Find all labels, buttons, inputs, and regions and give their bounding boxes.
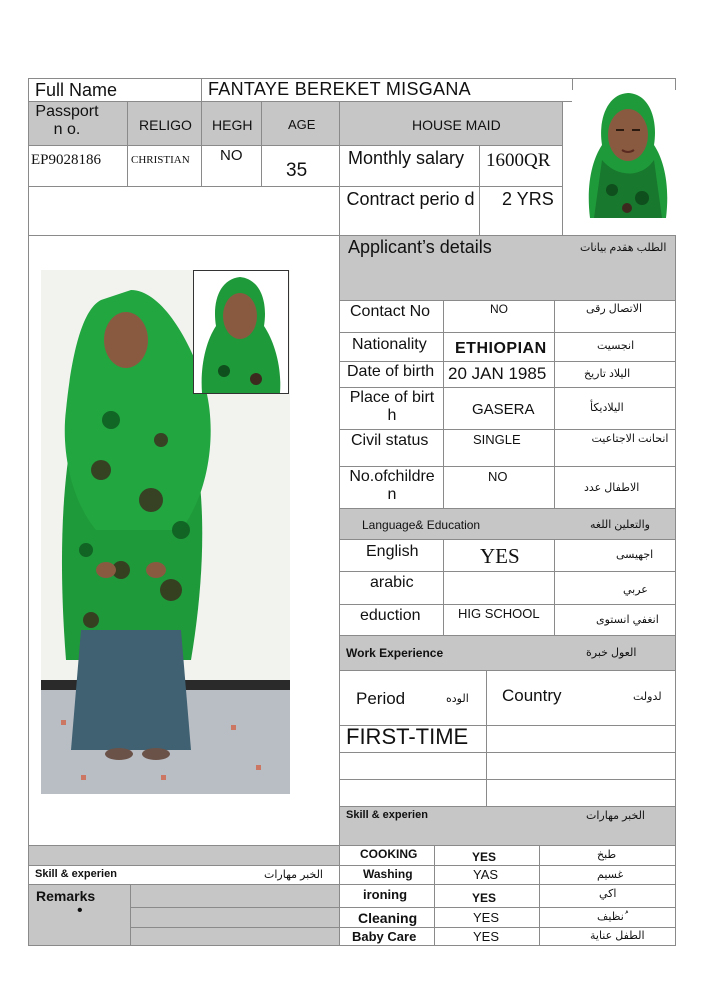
skill-cooking-ar: طبخ [597,849,617,861]
passport-style-photo [193,270,289,394]
skill-babycare-value: YES [473,929,500,944]
applicant-details-title-ar: الطلب هقدم بيانات [580,242,667,254]
skill-ironing-value: YES [472,891,497,905]
language-row-ar-cell [554,571,676,605]
salary-value: 1600QR [486,150,551,171]
dob-label: Date of birth [347,363,435,380]
skill-babycare-label: Baby Care [352,929,417,944]
work-row-cell [486,725,676,753]
headshot-photo [572,90,682,218]
dob-value: 20 JAN 1985 [448,364,547,383]
civil-status-value: SINGLE [473,432,521,447]
nationality-value: ETHIOPIAN [455,340,547,357]
contact-label-ar: الاتصال رقى [586,303,643,315]
skills-title-ar: الخبر مهارات [586,810,645,822]
education-label-ar: انغفي انستوى [596,614,659,626]
skill-ironing-ar: اكي [599,888,617,900]
children-label: No.ofchildre n [349,468,435,504]
skill-ironing-label: ironing [363,887,408,902]
religion-label: RELIGO [139,117,192,133]
skill-cooking-label: COOKING [360,847,418,861]
skill-cleaning-label: Cleaning [358,910,418,926]
passport-label: Passport n o. [35,103,99,139]
skill-cleaning-ar: ُنظيف [597,911,624,923]
work-period-label-ar: الوده [446,693,469,705]
education-value: HIG SCHOOL [458,606,540,621]
remarks-label: Remarks [36,888,96,904]
remarks-row-cell [130,927,340,946]
work-period-label: Period [356,689,406,708]
nationality-label-ar: انجسيت [597,340,635,352]
civil-status-label-ar: انحانت الاجتاعيت [591,433,669,445]
remarks-row-cell [130,884,340,908]
skill-cleaning-value: YES [473,910,500,925]
nationality-label: Nationality [352,336,427,353]
work-first-time: FIRST-TIME [346,724,469,749]
contract-value: 2 YRS [502,189,554,209]
skill-babycare-ar: الطفل عناية [590,930,645,942]
age-label: AGE [288,117,316,132]
full-name-value: FANTAYE BEREKET MISGANA [208,79,471,99]
left-skills-title-ar: الخبر مهارات [264,869,323,881]
religion-value: CHRISTIAN [131,154,190,166]
pob-label: Place of birt h [349,389,435,425]
work-row-cell [339,779,487,807]
work-experience-title: Work Experience [346,646,444,660]
work-row-cell [339,752,487,780]
work-country-label-ar: لدولت [633,691,662,703]
height-label: HEGH [212,117,253,133]
skill-washing-value: YAS [473,867,499,882]
work-experience-title-ar: العول خبرة [586,647,637,659]
skill-cooking-value: YES [472,850,497,864]
skills-title: Skill & experien [346,809,428,821]
remarks-row-cell [130,907,340,928]
language-title-ar: والتعلين اللغه [590,519,650,531]
arabic-label-ar: عربي [623,584,648,596]
height-value: NO [220,147,243,164]
dob-label-ar: اليلاد تاريخ [584,368,631,380]
full-name-label: Full Name [35,80,118,100]
english-label-ar: اجهيسى [616,549,654,561]
language-title: Language& Education [362,518,481,532]
left-skills-title: Skill & experien [35,868,117,880]
contact-value: NO [490,302,508,316]
position-value: HOUSE MAID [412,117,501,133]
applicant-details-title: Applicant’s details [348,237,492,257]
left-skills-header-bar [28,845,340,866]
skill-washing-ar: غسيم [597,869,624,881]
english-label: English [366,543,419,560]
arabic-label: arabic [370,574,414,591]
passport-value: EP9028186 [31,152,102,168]
english-value: YES [480,544,520,568]
skill-washing-label: Washing [363,867,413,881]
education-label: eduction [360,607,421,624]
children-label-ar: الاطفال عدد [584,482,640,494]
contact-label: Contact No [350,303,431,320]
blank-info-cell [28,186,340,236]
pob-value: GASERA [472,401,535,418]
work-country-label: Country [502,686,562,705]
work-row-cell [486,752,676,780]
remarks-bullet: • [77,902,83,919]
civil-status-label: Civil status [351,432,429,449]
children-value: NO [488,469,508,484]
contract-label: Contract perio d [346,189,475,209]
language-row-ar-cell [554,539,676,572]
age-value: 35 [286,160,308,181]
salary-label: Monthly salary [348,148,465,168]
work-row-cell [486,779,676,807]
language-row-value-cell [443,571,555,605]
pob-label-ar: اليلاديكأ [590,402,624,414]
religion-value-cell [127,145,202,187]
